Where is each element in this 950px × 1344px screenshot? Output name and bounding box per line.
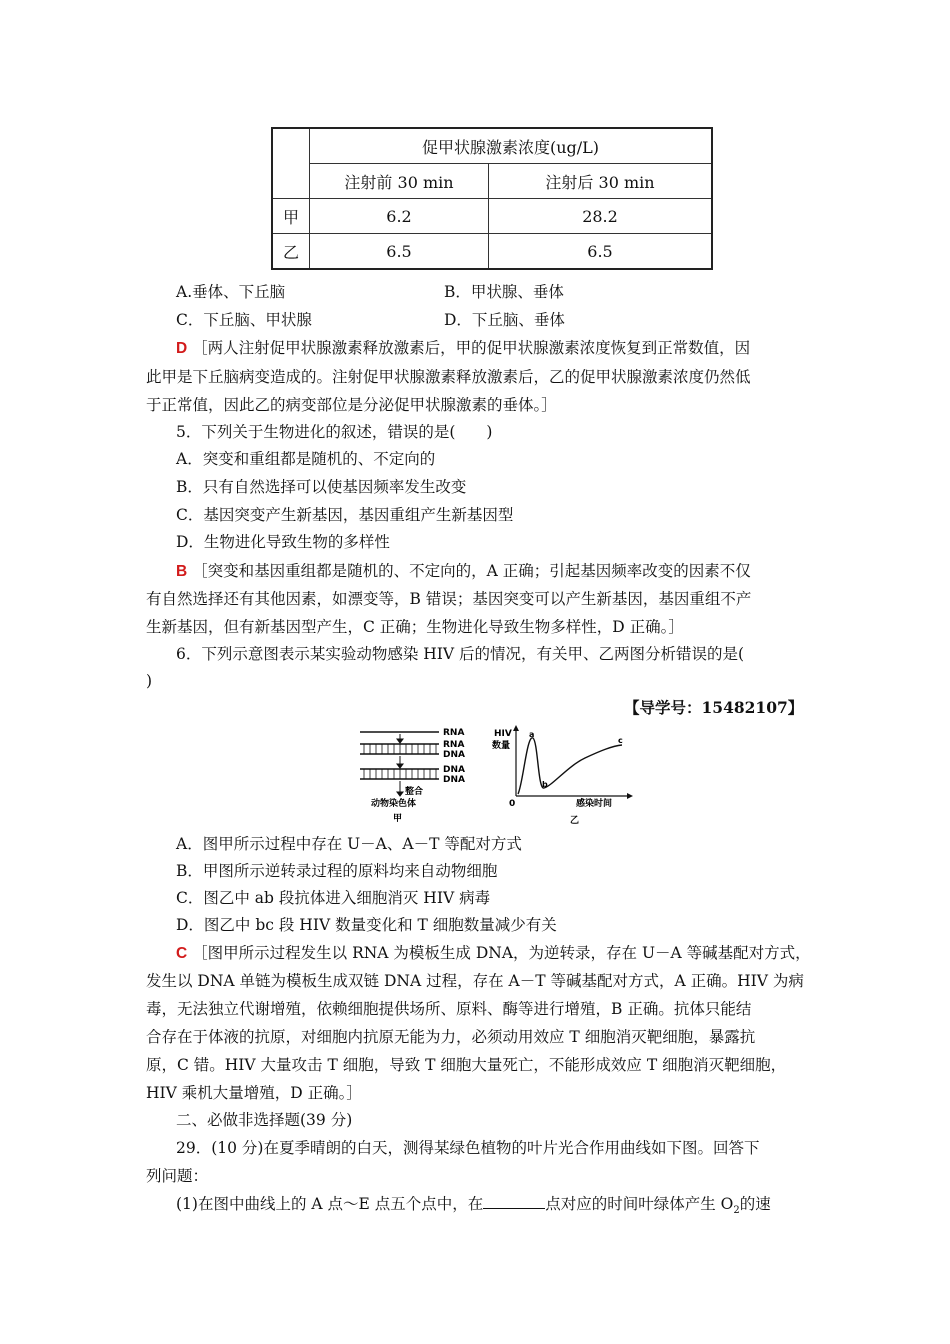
q6-explanation-6: HIV 乘机大量增殖，D 正确。］ [146, 1084, 362, 1102]
q6-explanation-3: 毒，无法独立代谢增殖，依赖细胞提供场所、原料、酶等进行增殖，B 正确。抗体只能结 [146, 1000, 752, 1018]
q5-option-a: A．突变和重组都是随机的、不定向的 [176, 450, 436, 468]
x-axis-arrow [627, 793, 633, 799]
q6-answer: C [176, 945, 188, 962]
hormone-table [271, 127, 713, 270]
cell-after: 6.5 [489, 234, 713, 270]
figure-yi-caption: 乙 [570, 816, 580, 826]
answer-blank [483, 1194, 545, 1209]
x-label: 感染时间 [576, 799, 613, 809]
table-corner [272, 128, 310, 199]
label-rna-top: RNA [443, 728, 465, 738]
q4-explanation-1 [176, 338, 750, 359]
q5-explanation-2: 有自然选择还有其他因素，如漂变等，B 错误；基因突变可以产生新基因，基因重组不产 [146, 590, 752, 608]
q4-option-a: A.垂体、下丘脑 [176, 283, 286, 301]
guide-number: 【导学号：15482107】 [624, 698, 804, 717]
q5-option-c: C．基因突变产生新基因，基因重组产生新基因型 [176, 506, 514, 524]
point-c: c [618, 736, 623, 745]
q5-explanation-1 [176, 561, 751, 582]
y-label-count: 数量 [492, 741, 511, 751]
q6-option-d: D．图乙中 bc 段 HIV 数量变化和 T 细胞数量减少有关 [176, 916, 557, 934]
process-arrows [397, 734, 403, 796]
q29-sub1-post: 点对应的时间叶绿体产生 O [545, 1195, 734, 1213]
cell-before: 6.5 [310, 234, 489, 270]
q29-sub1-pre: (1)在图中曲线上的 A 点～E 点五个点中，在 [176, 1195, 484, 1213]
cell-after: 28.2 [489, 199, 713, 234]
q5-option-d: D．生物进化导致生物的多样性 [176, 533, 390, 551]
label-dna-3: DNA [443, 775, 465, 785]
q6-stem-1: 6．下列示意图表示某实验动物感染 HIV 后的情况，有关甲、乙两图分析错误的是( [176, 645, 745, 663]
q29-subquestion-1 [176, 1194, 771, 1221]
q29-stem-2: 列问题： [146, 1167, 209, 1185]
q4-option-c: C．下丘脑、甲状腺 [176, 311, 312, 329]
section-heading: 二、必做非选择题(39 分) [176, 1111, 353, 1129]
q4-option-d: D．下丘脑、垂体 [444, 311, 565, 329]
figure-yi [490, 724, 635, 828]
y-axis-arrow [513, 725, 519, 731]
dna-rungs [364, 769, 436, 779]
col-before: 注射前 30 min [310, 164, 489, 199]
q29-sub1-subscript: 2 [733, 1205, 740, 1217]
q6-explanation-1 [176, 943, 811, 964]
q4-answer: D [176, 340, 188, 357]
label-dna-1: DNA [443, 750, 465, 760]
q4-explanation-3: 于正常值，因此乙的病变部位是分泌促甲状腺激素的垂体。］ [146, 396, 557, 414]
figure-jia [355, 722, 480, 826]
q6-explanation-2: 发生以 DNA 单链为模板生成双链 DNA 过程，存在 A－T 等碱基配对方式，A 正确。HIV 为病 [146, 972, 804, 990]
q4-option-b: B．甲状腺、垂体 [444, 283, 564, 301]
label-integrate: 整合 [405, 787, 424, 797]
q4-explanation-2: 此甲是下丘脑病变造成的。注射促甲状腺激素释放激素后，乙的促甲状腺激素浓度仍然低 [146, 368, 751, 386]
figure-jia-caption: 甲 [393, 814, 403, 824]
q5-stem: 5．下列关于生物进化的叙述，错误的是( ) [176, 423, 493, 441]
q6-exp-text-1: ［图甲所示过程发生以 RNA 为模板生成 DNA，为逆转录，存在 U－A 等碱基配对方式， [192, 944, 811, 962]
q6-option-b: B．甲图所示逆转录过程的原料均来自动物细胞 [176, 862, 498, 880]
hiv-curve [518, 738, 622, 794]
q5-exp-text-1: ［突变和基因重组都是随机的、不定向的，A 正确；引起基因频率改变的因素不仅 [192, 562, 751, 580]
q6-option-a: A．图甲所示过程中存在 U－A、A－T 等配对方式 [176, 835, 522, 853]
label-chromosome: 动物染色体 [371, 799, 417, 809]
q6-option-c: C．图乙中 ab 段抗体进入细胞消灭 HIV 病毒 [176, 889, 491, 907]
label-dna-2: DNA [443, 765, 465, 775]
row-label: 甲 [272, 199, 310, 234]
row-label: 乙 [272, 234, 310, 270]
point-a: a [529, 730, 535, 739]
col-after: 注射后 30 min [489, 164, 713, 199]
origin-label: 0 [509, 799, 516, 809]
q6-explanation-4: 合存在于体液的抗原，对细胞内抗原无能为力，必须动用效应 T 细胞消灭靶细胞，暴露抗 [146, 1028, 756, 1046]
q5-answer: B [176, 563, 188, 580]
q29-sub1-end: 的速 [739, 1195, 771, 1213]
q6-explanation-5: 原，C 错。HIV 大量攻击 T 细胞，导致 T 细胞大量死亡，不能形成效应 T 细胞消灭靶细胞， [146, 1056, 787, 1074]
table-header: 促甲状腺激素浓度(ug/L) [310, 128, 713, 164]
q4-exp-text-1: ［两人注射促甲状腺激素释放激素后，甲的促甲状腺激素浓度恢复到正常数值，因 [192, 339, 751, 357]
cell-before: 6.2 [310, 199, 489, 234]
y-label-hiv: HIV [494, 729, 512, 739]
label-rna-mid: RNA [443, 740, 465, 750]
q5-explanation-3: 生新基因，但有新基因型产生，C 正确；生物进化导致生物多样性，D 正确。］ [146, 618, 684, 636]
hybrid-rungs [364, 744, 436, 754]
q29-stem-1: 29．(10 分)在夏季晴朗的白天，测得某绿色植物的叶片光合作用曲线如下图。回答下 [176, 1139, 760, 1157]
q5-option-b: B．只有自然选择可以使基因频率发生改变 [176, 478, 467, 496]
q6-stem-2: ) [146, 672, 153, 690]
point-b: b [542, 780, 548, 789]
